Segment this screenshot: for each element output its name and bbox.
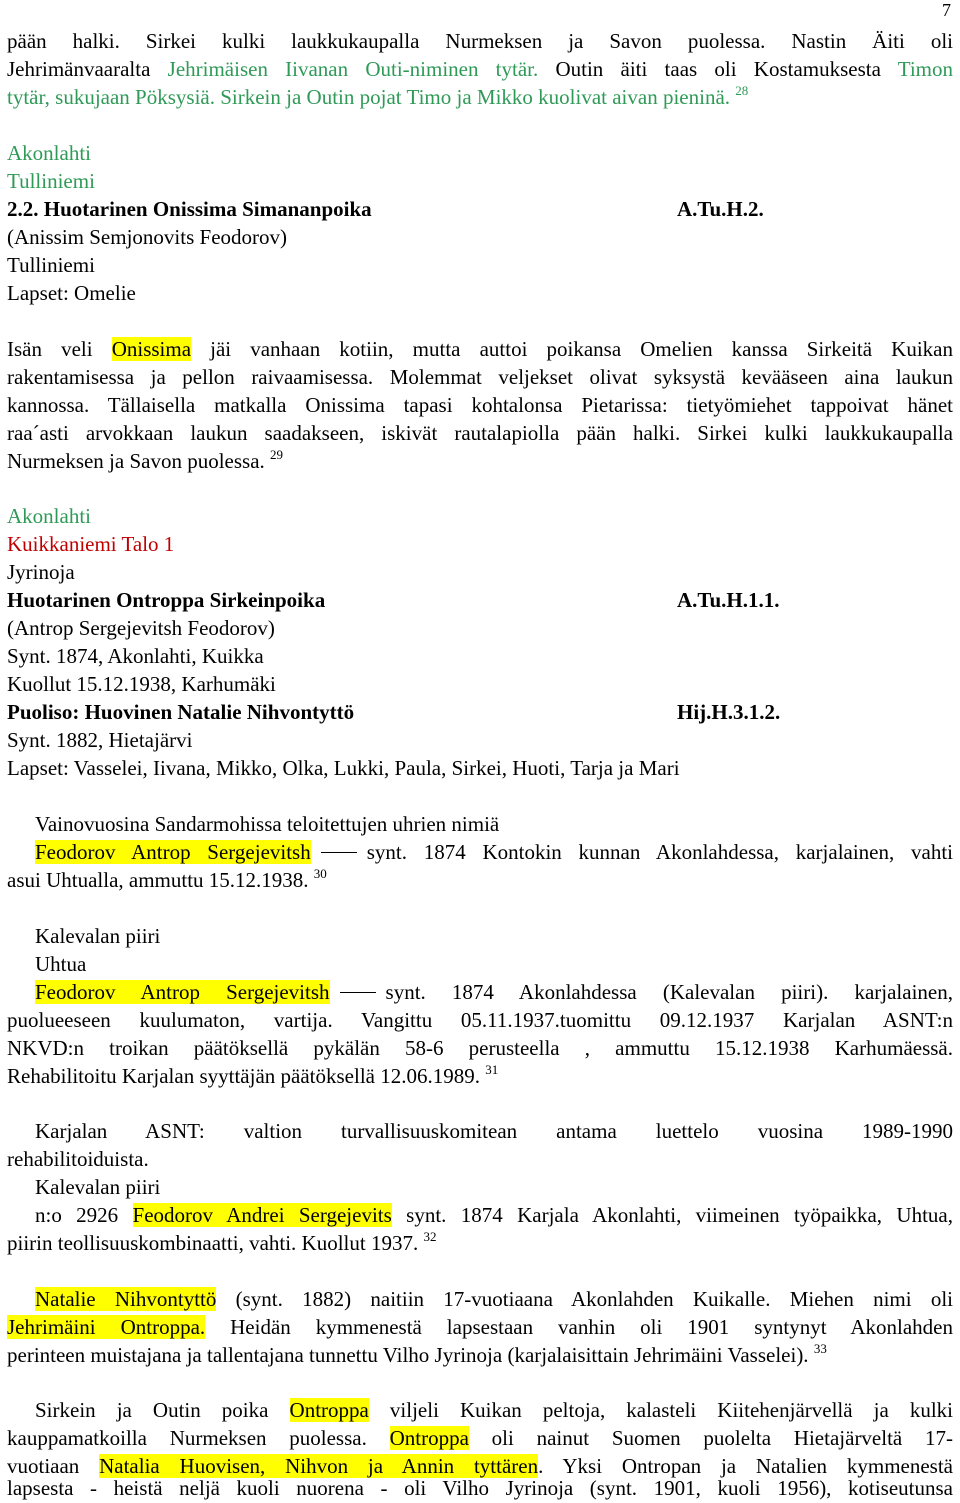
text-line: rakentamisessa ja pellon raivaamisessa. Molemmat veljekset olivat syksystä kevääseen aina laukun [7, 365, 953, 389]
person-alias: (Anissim Semjonovits Feodorov) [7, 225, 288, 249]
footnote-ref: 33 [813, 1341, 827, 1356]
text-line [7, 1201, 953, 1229]
district-line: Kalevalan piiri [35, 924, 161, 948]
highlighted-text: Natalia Huovisen, Nihvon ja Annin tyttären [99, 1454, 539, 1478]
place-heading: Akonlahti [7, 504, 91, 528]
text-line [7, 1062, 498, 1090]
text-span: synt. 1874 Karjala Akonlahti, viimeinen työpaikka, Uhtua, [391, 1203, 953, 1227]
spouse-code: Hij.H.3.1.2. [677, 700, 781, 724]
text-line [7, 1396, 953, 1424]
text-line [7, 335, 953, 363]
footnote-ref: 29 [270, 447, 284, 462]
place-heading: Akonlahti [7, 141, 91, 165]
footnote-ref: 32 [423, 1229, 437, 1244]
village-line: Tulliniemi [7, 253, 95, 277]
text-span: n:o 2926 [35, 1203, 133, 1227]
highlighted-text: Natalie Nihvontyttö [35, 1287, 217, 1311]
text-span: synt. 1874 Kontokin kunnan Akonlahdessa, karjalainen, vahti [366, 840, 953, 864]
text-line [7, 1313, 953, 1341]
text-span: vuotiaan [7, 1454, 100, 1478]
spouse-birth-line: Synt. 1882, Hietajärvi [7, 728, 193, 752]
text-line [7, 978, 953, 1006]
text-line: raa´asti arvokkaan laukun saadakseen, iskivät rautalapiolla pään halki. Sirkei kulki laukkukaupalla [7, 421, 953, 445]
text-line [7, 447, 283, 475]
footnote-ref: 30 [313, 866, 327, 881]
text-line: lapsesta - heistä neljä kuoli nuorena - oli Vilho Jyrinoja (synt. 1901, kuoli 1956), kotiseutunsa [7, 1476, 953, 1500]
text-line: rehabilitoiduista. [7, 1147, 149, 1171]
text-span: Jehrimänvaaralta [7, 57, 168, 81]
green-text: Jehrimäisen Iivanan Outi-niminen tytär. [167, 57, 539, 81]
place-line: Uhtua [35, 952, 87, 976]
text-line: puolueeseen kuulumaton, vartija. Vangittu 05.11.1937.tuomittu 09.12.1937 Karjalan ASNT:n [7, 1008, 953, 1032]
highlighted-text: Jehrimäini Ontroppa. [7, 1315, 206, 1339]
dash [321, 852, 357, 854]
green-text: Sirkein ja Outin pojat Timo ja Mikko kuolivat aivan pieninä. [214, 85, 736, 109]
text-line [7, 1341, 827, 1369]
text-span: oli nainut Suomen puolelta Hietajärveltä 17- [468, 1426, 953, 1450]
green-text: Timon [897, 57, 954, 81]
text-span: Isän veli [7, 337, 112, 361]
person-code: A.Tu.H.1.1. [677, 588, 780, 612]
text-span: asui Uhtualla, ammuttu 15.12.1938. [7, 868, 314, 892]
text-span: jäi vanhaan kotiin, mutta auttoi poikansa Omelien kanssa Sirkeitä Kuikan [191, 337, 953, 361]
person-alias: (Antrop Sergejevitsh Feodorov) [7, 616, 275, 640]
highlighted-text: Ontroppa [289, 1398, 369, 1422]
district-line: Kalevalan piiri [35, 1175, 161, 1199]
source-line: Jyrinoja [7, 560, 75, 584]
highlighted-text: Feodorov Antrop Sergejevitsh [35, 980, 330, 1004]
highlighted-text: Ontroppa [389, 1426, 469, 1450]
text-span: . Yksi Ontropan ja Natalien kymmenestä [538, 1454, 953, 1478]
village-heading: Tulliniemi [7, 169, 95, 193]
person-name: 2.2. Huotarinen Onissima Simananpoika [7, 197, 372, 221]
death-line: Kuollut 15.12.1938, Karhumäki [7, 672, 276, 696]
text-line [7, 55, 953, 83]
text-line [7, 83, 748, 111]
children-line: Lapset: Vasselei, Iivana, Mikko, Olka, Lukki, Paula, Sirkei, Huoti, Tarja ja Mari [7, 756, 680, 780]
birth-line: Synt. 1874, Akonlahti, Kuikka [7, 644, 264, 668]
text-line: NKVD:n troikan päätöksellä pykälän 58-6 perusteella , ammuttu 15.12.1938 Karhumäessä. [7, 1036, 953, 1060]
text-span: Sirkein ja Outin poika [35, 1398, 290, 1422]
text-line: Karjalan ASNT: valtion turvallisuuskomitean antama luettelo vuosina 1989-1990 [35, 1119, 953, 1143]
text-line: kannossa. Tällaisella matkalla Onissima tapasi kohtalonsa Pietarissa: tietyömiehet tappoivat hänet [7, 393, 953, 417]
house-heading: Kuikkaniemi Talo 1 [7, 532, 175, 556]
text-line [7, 1229, 436, 1257]
text-span: piirin teollisuuskombinaatti, vahti. Kuollut 1937. [7, 1231, 424, 1255]
text-span: perinteen muistajana ja tallentajana tunnettu Vilho Jyrinoja (karjalaisittain Jehrimäini Vasselei). [7, 1343, 814, 1367]
text-span: Outin äiti taas oli Kostamuksesta [538, 57, 898, 81]
text-span: Rehabilitoitu Karjalan syyttäjän päätöksellä 12.06.1989. [7, 1064, 486, 1088]
highlighted-text: Onissima [111, 337, 192, 361]
text-span: kauppamatkoilla Nurmeksen puolessa. [7, 1426, 390, 1450]
person-code: A.Tu.H.2. [677, 197, 764, 221]
green-text: tytär, sukujaan Pöksysiä. [7, 85, 215, 109]
text-span: pään halki. Sirkei kulki laukkukaupalla Nurmeksen ja Savon puolessa. Nastin Äiti oli [7, 29, 953, 53]
footnote-ref: 31 [485, 1062, 499, 1077]
text-span: synt. 1874 Akonlahdessa (Kalevalan piiri). karjalainen, [385, 980, 953, 1004]
person-name: Huotarinen Ontroppa Sirkeinpoika [7, 588, 326, 612]
children-line: Lapset: Omelie [7, 281, 136, 305]
page-number: 7 [942, 0, 951, 20]
text-span: viljeli Kuikan peltoja, kalasteli Kiitehenjärvellä ja kulki [368, 1398, 954, 1422]
footnote-ref: 28 [735, 83, 749, 98]
text-span: Heidän kymmenestä lapsestaan vanhin oli 1901 syntynyt Akonlahden [205, 1315, 953, 1339]
text-line [7, 1424, 953, 1452]
dash [340, 992, 376, 994]
highlighted-text: Feodorov Andrei Sergejevits [132, 1203, 392, 1227]
text-line [7, 866, 327, 894]
quote-title: Vainovuosina Sandarmohissa teloitettujen uhrien nimiä [35, 812, 500, 836]
spouse-line: Puoliso: Huovinen Natalie Nihvontyttö [7, 700, 355, 724]
highlighted-text: Feodorov Antrop Sergejevitsh [35, 840, 311, 864]
text-span: Nurmeksen ja Savon puolessa. [7, 449, 271, 473]
text-line [7, 1285, 953, 1313]
text-span: (synt. 1882) naitiin 17-vuotiaana Akonlahden Kuikalle. Miehen nimi oli [216, 1287, 954, 1311]
text-line [7, 27, 953, 55]
text-line [7, 838, 953, 866]
